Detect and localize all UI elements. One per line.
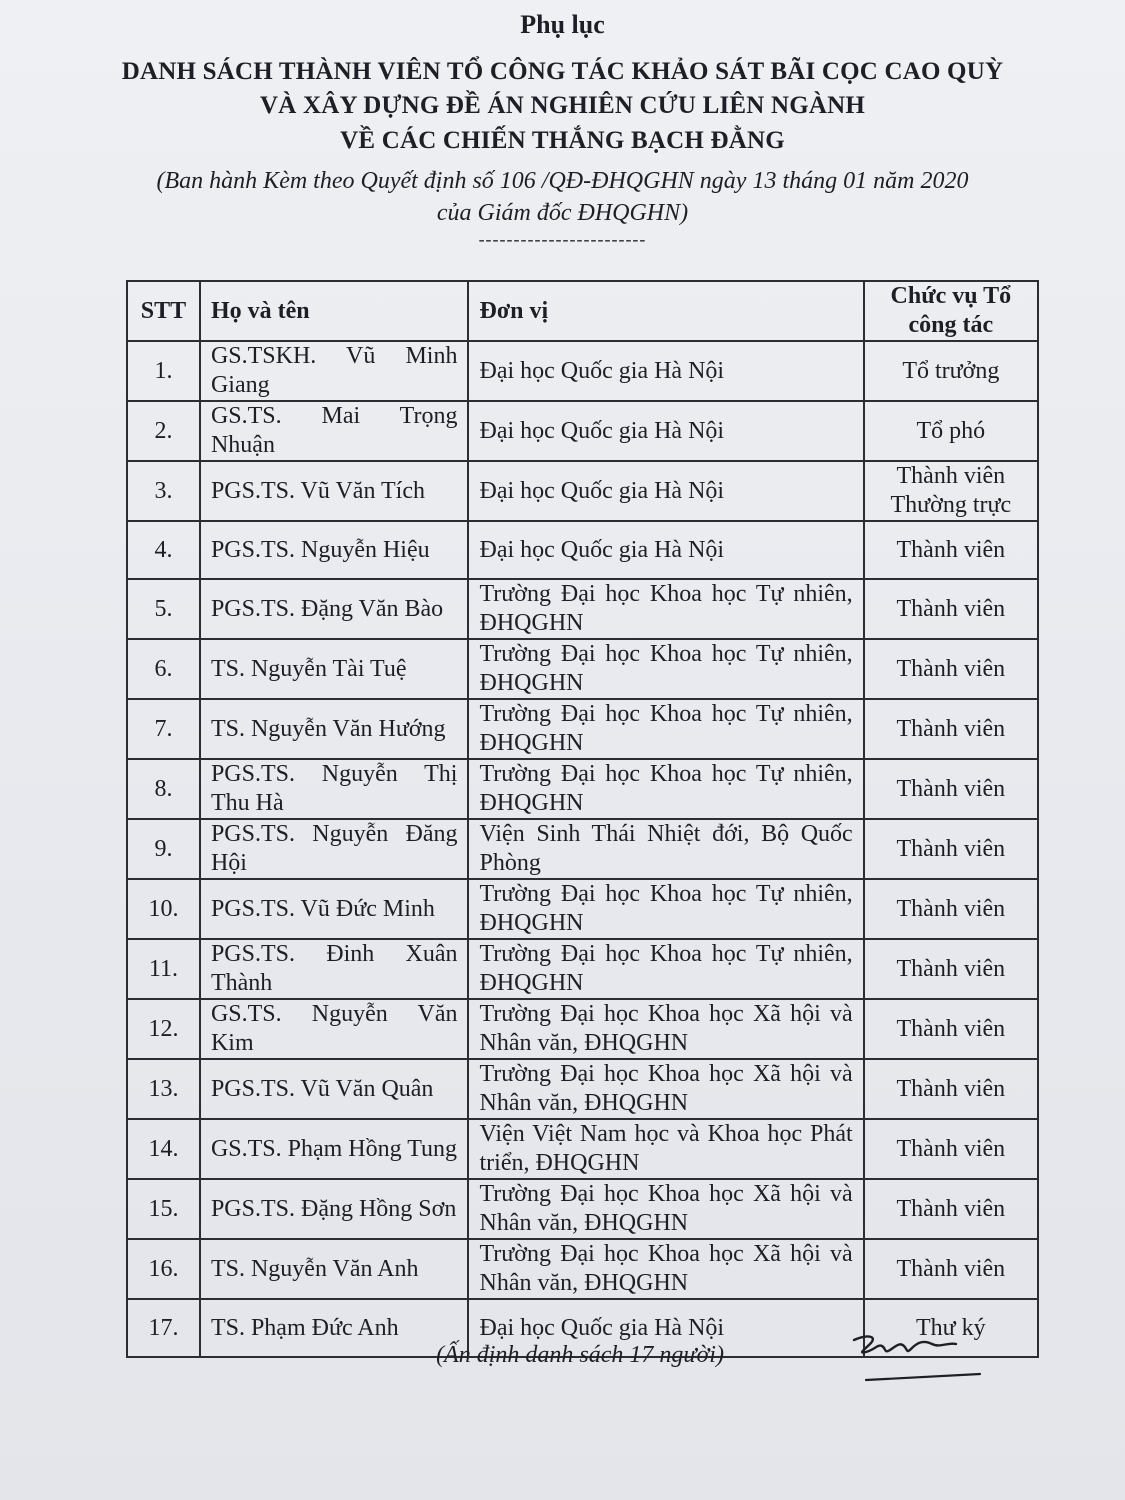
header-stt: STT	[127, 281, 200, 341]
row-name: TS. Nguyễn Tài Tuệ	[200, 639, 469, 699]
row-unit: Trường Đại học Khoa học Tự nhiên, ĐHQGHN	[468, 699, 863, 759]
appendix-label: Phụ lục	[520, 10, 605, 39]
row-role: Thành viên Thường trực	[864, 461, 1038, 521]
row-role: Thành viên	[864, 759, 1038, 819]
row-stt: 6.	[127, 639, 200, 699]
decision-reference-line-2: của Giám đốc ĐHQGHN)	[436, 200, 689, 226]
row-name: PGS.TS. Đặng Văn Bào	[200, 579, 469, 639]
row-name: GS.TS. Phạm Hồng Tung	[200, 1119, 469, 1179]
row-unit: Viện Việt Nam học và Khoa học Phát triển, ĐHQGHN	[468, 1119, 863, 1179]
row-role: Thành viên	[864, 1119, 1038, 1179]
row-stt: 11.	[127, 939, 200, 999]
row-role: Thành viên	[864, 939, 1038, 999]
row-role: Thành viên	[864, 521, 1038, 579]
table-row	[127, 1119, 1038, 1179]
table-row	[127, 999, 1038, 1059]
table-row	[127, 759, 1038, 819]
row-role: Thành viên	[864, 879, 1038, 939]
row-stt: 9.	[127, 819, 200, 879]
row-unit: Đại học Quốc gia Hà Nội	[468, 521, 863, 579]
row-unit: Trường Đại học Khoa học Xã hội và Nhân văn, ĐHQGHN	[468, 999, 863, 1059]
handwritten-signature	[848, 1328, 988, 1388]
row-unit: Đại học Quốc gia Hà Nội	[468, 401, 863, 461]
header-name: Họ và tên	[200, 281, 469, 341]
row-name: PGS.TS. Vũ Văn Tích	[200, 461, 469, 521]
row-unit: Trường Đại học Khoa học Tự nhiên, ĐHQGHN	[468, 939, 863, 999]
table-row	[127, 939, 1038, 999]
row-stt: 3.	[127, 461, 200, 521]
title-line-1: DANH SÁCH THÀNH VIÊN TỔ CÔNG TÁC KHẢO SÁT BÃI CỌC CAO QUỲ	[121, 58, 1004, 85]
row-stt: 4.	[127, 521, 200, 579]
title-line-2: VÀ XÂY DỰNG ĐỀ ÁN NGHIÊN CỨU LIÊN NGÀNH	[259, 92, 866, 119]
member-table	[126, 280, 1039, 1358]
row-name: GS.TSKH. Vũ Minh Giang	[200, 341, 469, 401]
table-row	[127, 461, 1038, 521]
row-role: Thành viên	[864, 1179, 1038, 1239]
table-row	[127, 699, 1038, 759]
header-role: Chức vụ Tổ công tác	[864, 281, 1038, 341]
row-name: PGS.TS. Nguyễn Hiệu	[200, 521, 469, 579]
row-stt: 7.	[127, 699, 200, 759]
table-row	[127, 341, 1038, 401]
row-stt: 10.	[127, 879, 200, 939]
row-unit: Đại học Quốc gia Hà Nội	[468, 1299, 863, 1357]
row-role: Thành viên	[864, 1239, 1038, 1299]
row-name: PGS.TS. Vũ Đức Minh	[200, 879, 469, 939]
row-unit: Trường Đại học Khoa học Xã hội và Nhân văn, ĐHQGHN	[468, 1179, 863, 1239]
table-row	[127, 639, 1038, 699]
row-name: TS. Nguyễn Văn Anh	[200, 1239, 469, 1299]
row-role: Tổ trưởng	[864, 341, 1038, 401]
row-stt: 5.	[127, 579, 200, 639]
row-role: Thành viên	[864, 999, 1038, 1059]
member-table-body	[127, 341, 1038, 1357]
row-unit: Trường Đại học Khoa học Tự nhiên, ĐHQGHN	[468, 879, 863, 939]
table-row	[127, 1179, 1038, 1239]
row-unit: Viện Sinh Thái Nhiệt đới, Bộ Quốc Phòng	[468, 819, 863, 879]
row-name: PGS.TS. Đinh Xuân Thành	[200, 939, 469, 999]
row-role: Thành viên	[864, 639, 1038, 699]
row-stt: 15.	[127, 1179, 200, 1239]
row-unit: Đại học Quốc gia Hà Nội	[468, 341, 863, 401]
row-role: Thư ký	[864, 1299, 1038, 1357]
row-role: Thành viên	[864, 699, 1038, 759]
table-row	[127, 1239, 1038, 1299]
row-name: TS. Nguyễn Văn Hướng	[200, 699, 469, 759]
row-name: TS. Phạm Đức Anh	[200, 1299, 469, 1357]
table-row	[127, 879, 1038, 939]
row-role: Thành viên	[864, 819, 1038, 879]
row-unit: Đại học Quốc gia Hà Nội	[468, 461, 863, 521]
title-line-3: VỀ CÁC CHIẾN THẮNG BẠCH ĐẰNG	[340, 127, 785, 154]
row-name: GS.TS. Nguyễn Văn Kim	[200, 999, 469, 1059]
row-role: Tổ phó	[864, 401, 1038, 461]
row-stt: 8.	[127, 759, 200, 819]
row-stt: 2.	[127, 401, 200, 461]
footnote: (Ấn định danh sách 17 người)	[436, 1342, 724, 1368]
separator-line: ------------------------	[478, 229, 647, 249]
row-unit: Trường Đại học Khoa học Tự nhiên, ĐHQGHN	[468, 639, 863, 699]
table-header-row	[127, 281, 1038, 341]
row-role: Thành viên	[864, 579, 1038, 639]
row-stt: 16.	[127, 1239, 200, 1299]
row-unit: Trường Đại học Khoa học Tự nhiên, ĐHQGHN	[468, 579, 863, 639]
row-name: PGS.TS. Nguyễn Đăng Hội	[200, 819, 469, 879]
row-stt: 12.	[127, 999, 200, 1059]
header-unit: Đơn vị	[468, 281, 863, 341]
row-unit: Trường Đại học Khoa học Xã hội và Nhân văn, ĐHQGHN	[468, 1239, 863, 1299]
row-name: GS.TS. Mai Trọng Nhuận	[200, 401, 469, 461]
row-stt: 14.	[127, 1119, 200, 1179]
table-row	[127, 819, 1038, 879]
row-stt: 13.	[127, 1059, 200, 1119]
row-stt: 17.	[127, 1299, 200, 1357]
table-row	[127, 1059, 1038, 1119]
row-name: PGS.TS. Vũ Văn Quân	[200, 1059, 469, 1119]
row-unit: Trường Đại học Khoa học Xã hội và Nhân văn, ĐHQGHN	[468, 1059, 863, 1119]
row-name: PGS.TS. Nguyễn Thị Thu Hà	[200, 759, 469, 819]
row-role: Thành viên	[864, 1059, 1038, 1119]
row-name: PGS.TS. Đặng Hồng Sơn	[200, 1179, 469, 1239]
table-row	[127, 521, 1038, 579]
row-stt: 1.	[127, 341, 200, 401]
table-row	[127, 579, 1038, 639]
decision-reference-line-1: (Ban hành Kèm theo Quyết định số 106 /QĐ-ĐHQGHN ngày 13 tháng 01 năm 2020	[156, 168, 969, 194]
row-unit: Trường Đại học Khoa học Tự nhiên, ĐHQGHN	[468, 759, 863, 819]
table-row	[127, 401, 1038, 461]
